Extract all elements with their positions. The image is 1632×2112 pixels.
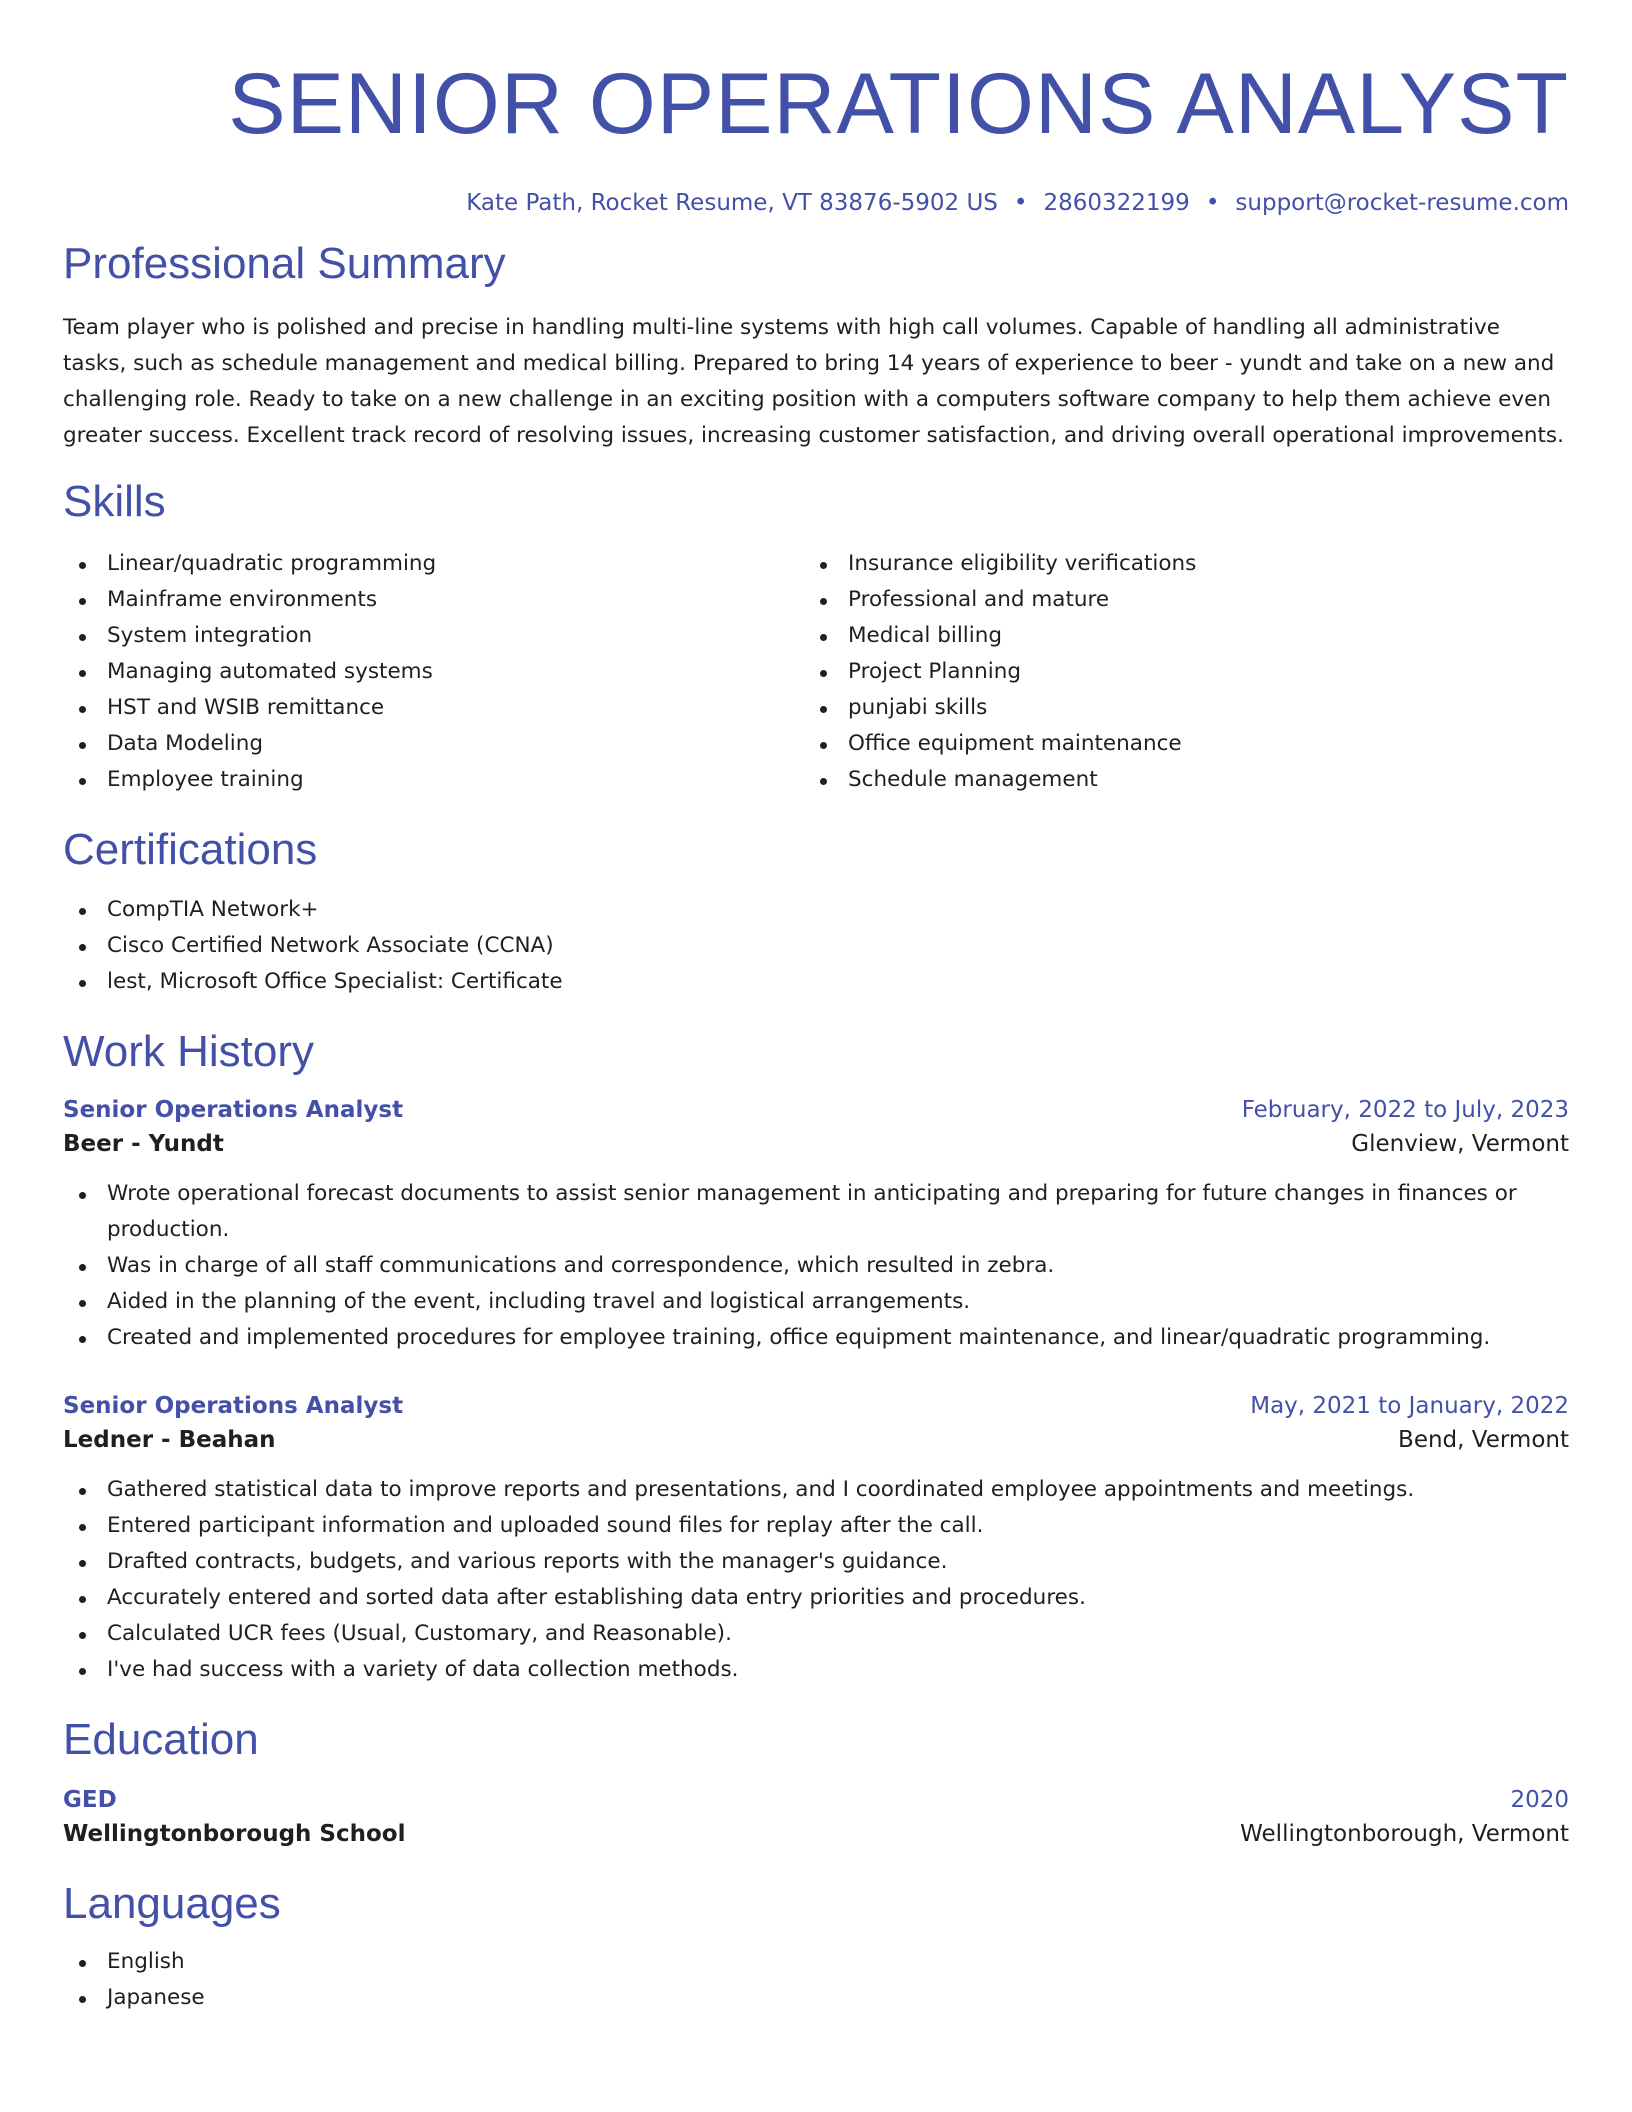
skill-item: Employee training bbox=[63, 762, 804, 798]
job-company: Ledner - Beahan bbox=[63, 1427, 276, 1453]
skill-item: System integration bbox=[63, 618, 804, 654]
skill-item: Professional and mature bbox=[804, 582, 1545, 618]
skills-heading: Skills bbox=[63, 477, 166, 526]
education-section bbox=[63, 1714, 1569, 1852]
job-role: Senior Operations Analyst bbox=[63, 1097, 404, 1123]
job-location: Bend, Vermont bbox=[1398, 1427, 1569, 1453]
skill-item: Managing automated systems bbox=[63, 654, 804, 690]
language-item: English bbox=[63, 1944, 1569, 1980]
contact-phone: 2860322199 bbox=[1043, 190, 1190, 216]
skill-item: HST and WSIB remittance bbox=[63, 690, 804, 726]
skills-section bbox=[63, 476, 1569, 798]
job-bullet: Wrote operational forecast documents to assist senior management in anticipating and preparing for future changes in finances or production. bbox=[63, 1176, 1569, 1248]
education-entry bbox=[63, 1784, 1569, 1852]
skill-item: Mainframe environments bbox=[63, 582, 804, 618]
certification-item: lest, Microsoft Office Specialist: Certificate bbox=[63, 964, 1569, 1000]
contact-line bbox=[63, 188, 1569, 218]
certification-item: CompTIA Network+ bbox=[63, 892, 1569, 928]
languages-list bbox=[63, 1944, 1569, 2016]
work-history-heading: Work History bbox=[63, 1027, 314, 1076]
skill-item: Insurance eligibility verifications bbox=[804, 546, 1545, 582]
job-entry bbox=[63, 1390, 1569, 1688]
job-dates: May, 2021 to January, 2022 bbox=[1250, 1393, 1569, 1419]
education-school-row bbox=[63, 1816, 1569, 1852]
education-year: 2020 bbox=[1510, 1787, 1569, 1813]
skill-item: Project Planning bbox=[804, 654, 1545, 690]
job-bullet: Accurately entered and sorted data after establishing data entry priorities and procedures. bbox=[63, 1580, 1569, 1616]
skills-list-left bbox=[63, 546, 804, 798]
skill-item: Linear/quadratic programming bbox=[63, 546, 804, 582]
languages-heading: Languages bbox=[63, 1879, 281, 1928]
job-location: Glenview, Vermont bbox=[1351, 1131, 1569, 1157]
skill-item: Data Modeling bbox=[63, 726, 804, 762]
work-history-section bbox=[63, 1026, 1569, 1688]
job-title-row bbox=[63, 1094, 1569, 1126]
summary-heading: Professional Summary bbox=[63, 239, 506, 288]
job-entry bbox=[63, 1094, 1569, 1356]
resume-header bbox=[63, 0, 1569, 218]
summary-text: Team player who is polished and precise in handling multi-line systems with high call volumes. Capable of handling all administrative tasks, such as schedule management and medical billing. Prepared to bring 14 years of experience to beer - yundt and take on a new and challenging role. Ready to take on a new challenge in an exciting position with a computers software company to help them achieve even greater success. Excellent track record of resolving issues, increasing customer satisfaction, and driving overall operational improvements. bbox=[63, 315, 1564, 448]
job-bullet: Entered participant information and uploaded sound files for replay after the call. bbox=[63, 1508, 1569, 1544]
skills-grid bbox=[63, 546, 1569, 798]
education-degree-row bbox=[63, 1784, 1569, 1816]
skill-item: Medical billing bbox=[804, 618, 1545, 654]
education-location: Wellingtonborough, Vermont bbox=[1240, 1821, 1569, 1847]
skill-item: Schedule management bbox=[804, 762, 1545, 798]
language-item: Japanese bbox=[63, 1980, 1569, 2016]
summary-section bbox=[63, 238, 1569, 454]
education-heading: Education bbox=[63, 1715, 259, 1764]
contact-address: Kate Path, Rocket Resume, VT 83876-5902 US bbox=[466, 190, 998, 216]
job-bullet: Aided in the planning of the event, including travel and logistical arrangements. bbox=[63, 1284, 1569, 1320]
job-company-row bbox=[63, 1422, 1569, 1458]
certifications-heading: Certifications bbox=[63, 825, 318, 874]
contact-email[interactable]: support@rocket-resume.com bbox=[1235, 190, 1569, 216]
job-bullet: Created and implemented procedures for employee training, office equipment maintenance, and linear/quadratic programming. bbox=[63, 1320, 1569, 1356]
job-bullets bbox=[63, 1176, 1569, 1356]
contact-separator: • bbox=[1013, 190, 1028, 216]
certifications-list bbox=[63, 892, 1569, 1000]
job-bullet: Gathered statistical data to improve reports and presentations, and I coordinated employee appointments and meetings. bbox=[63, 1472, 1569, 1508]
contact-separator: • bbox=[1205, 190, 1220, 216]
skills-list-right bbox=[804, 546, 1545, 798]
job-role: Senior Operations Analyst bbox=[63, 1393, 404, 1419]
job-bullet: Calculated UCR fees (Usual, Customary, and Reasonable). bbox=[63, 1616, 1569, 1652]
education-degree: GED bbox=[63, 1787, 117, 1813]
certification-item: Cisco Certified Network Associate (CCNA) bbox=[63, 928, 1569, 964]
job-title-row bbox=[63, 1390, 1569, 1422]
education-school: Wellingtonborough School bbox=[63, 1821, 406, 1847]
skill-item: punjabi skills bbox=[804, 690, 1545, 726]
skill-item: Office equipment maintenance bbox=[804, 726, 1545, 762]
job-title: SENIOR OPERATIONS ANALYST bbox=[228, 56, 1569, 152]
languages-section bbox=[63, 1878, 1569, 2016]
job-bullet: I've had success with a variety of data collection methods. bbox=[63, 1652, 1569, 1688]
job-bullet: Was in charge of all staff communications and correspondence, which resulted in zebra. bbox=[63, 1248, 1569, 1284]
job-bullets bbox=[63, 1472, 1569, 1688]
certifications-section bbox=[63, 824, 1569, 1000]
job-company: Beer - Yundt bbox=[63, 1131, 224, 1157]
job-dates: February, 2022 to July, 2023 bbox=[1241, 1097, 1569, 1123]
job-bullet: Drafted contracts, budgets, and various reports with the manager's guidance. bbox=[63, 1544, 1569, 1580]
job-company-row bbox=[63, 1126, 1569, 1162]
